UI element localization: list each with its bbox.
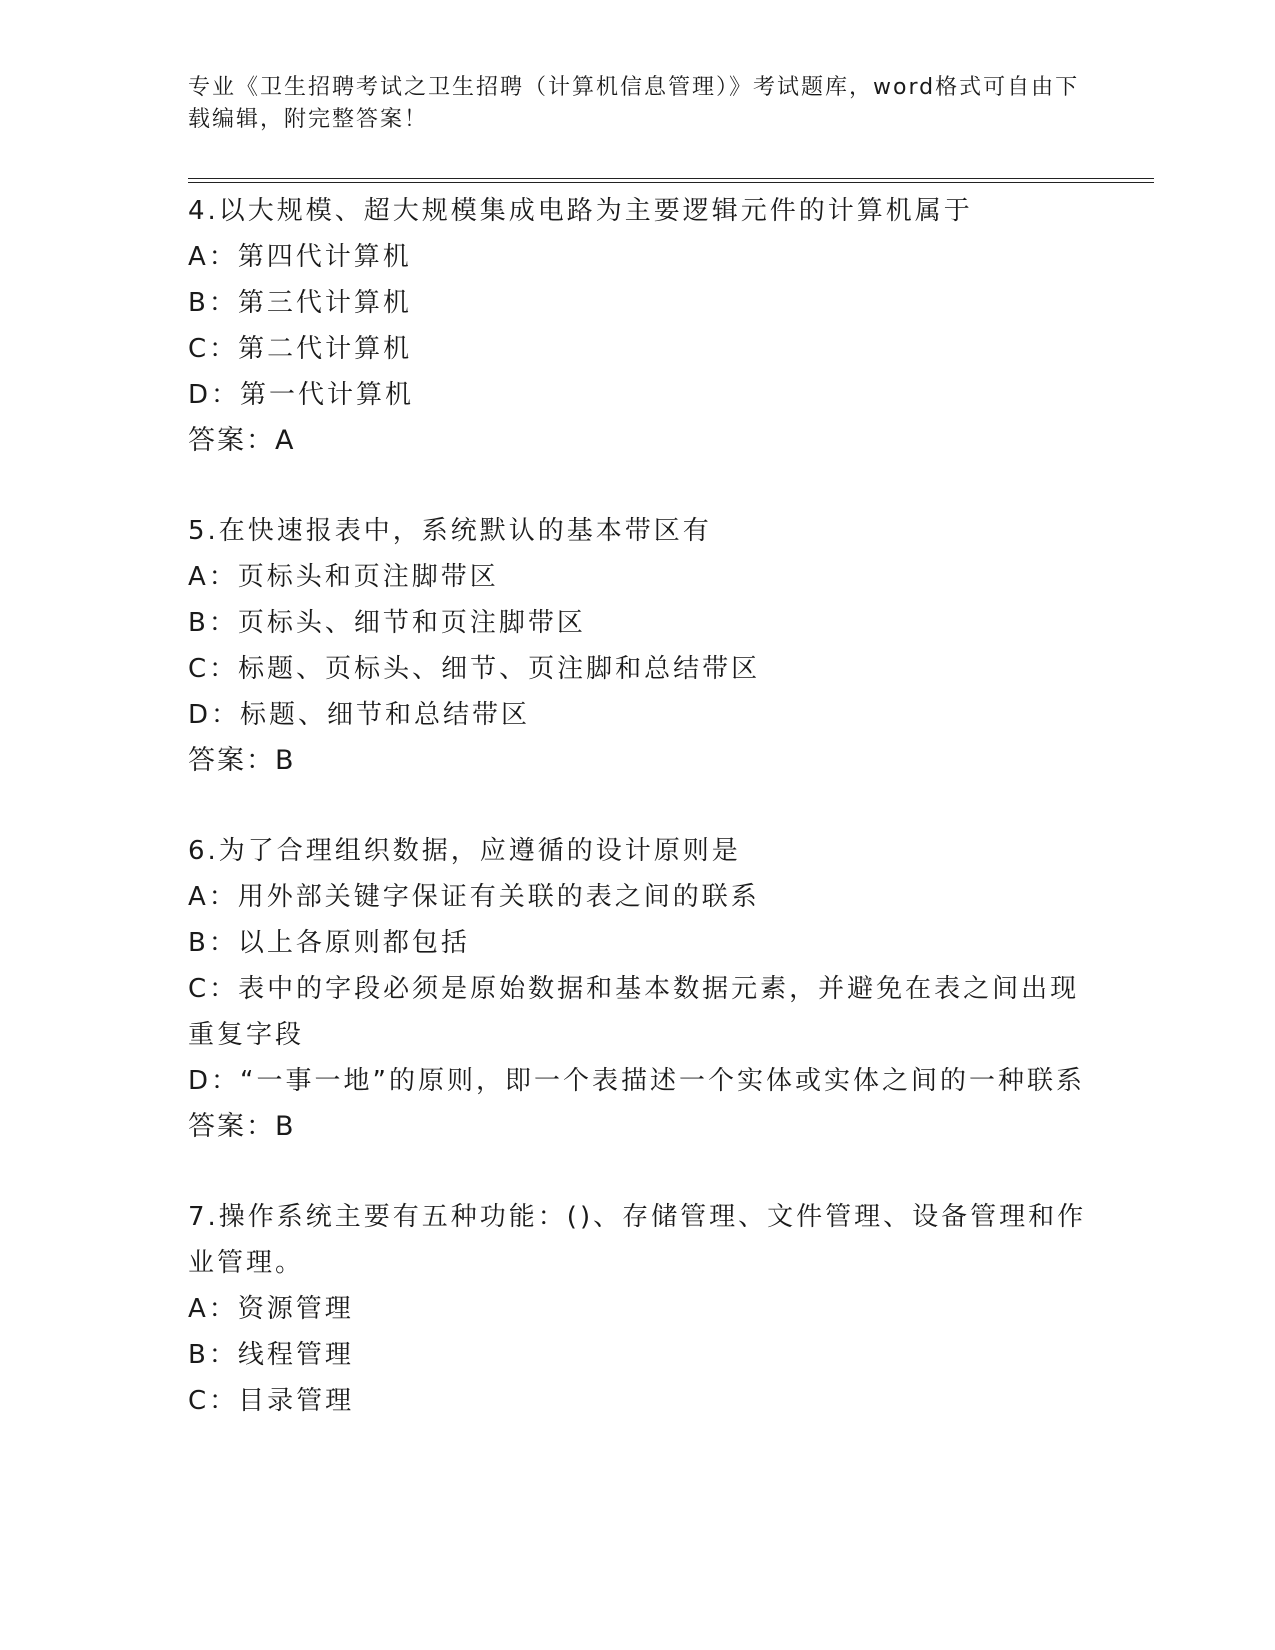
option-a: A：页标头和页注脚带区 <box>188 562 499 592</box>
question-stem: 4.以大规模、超大规模集成电路为主要逻辑元件的计算机属于 <box>188 196 973 226</box>
option-c: C：表中的字段必须是原始数据和基本数据元素，并避免在表之间出现重复字段 <box>188 974 1080 1050</box>
option-a: A：资源管理 <box>188 1294 354 1324</box>
option-a: A：第四代计算机 <box>188 242 412 272</box>
option-c: C：第二代计算机 <box>188 334 413 364</box>
option-d: D：“一事一地”的原则，即一个表描述一个实体或实体之间的一种联系 <box>188 1066 1085 1096</box>
question-stem: 7.操作系统主要有五种功能：()、存储管理、文件管理、设备管理和作业管理。 <box>188 1202 1087 1278</box>
option-c: C：标题、页标头、细节、页注脚和总结带区 <box>188 654 761 684</box>
option-b: B：以上各原则都包括 <box>188 928 470 958</box>
option-b: B：第三代计算机 <box>188 288 412 318</box>
option-b: B：页标头、细节和页注脚带区 <box>188 608 586 638</box>
option-d: D：标题、细节和总结带区 <box>188 700 531 730</box>
header-divider <box>188 178 1154 183</box>
question-7 <box>188 1194 1088 1424</box>
question-6 <box>188 828 1088 1150</box>
answer: 答案：A <box>188 425 296 456</box>
question-4 <box>188 188 1088 464</box>
option-c: C：目录管理 <box>188 1386 355 1416</box>
option-b: B：线程管理 <box>188 1340 354 1370</box>
question-stem: 5.在快速报表中，系统默认的基本带区有 <box>188 516 712 546</box>
question-5 <box>188 508 1088 784</box>
option-d: D：第一代计算机 <box>188 380 415 410</box>
option-a: A：用外部关键字保证有关联的表之间的联系 <box>188 882 760 912</box>
question-stem: 6.为了合理组织数据，应遵循的设计原则是 <box>188 836 741 866</box>
document-header: 专业《卫生招聘考试之卫生招聘（计算机信息管理）》考试题库，word格式可自由下载编辑，附完整答案！ <box>188 75 1080 132</box>
answer: 答案：B <box>188 745 296 776</box>
question-list <box>188 188 1088 1468</box>
answer: 答案：B <box>188 1111 296 1142</box>
